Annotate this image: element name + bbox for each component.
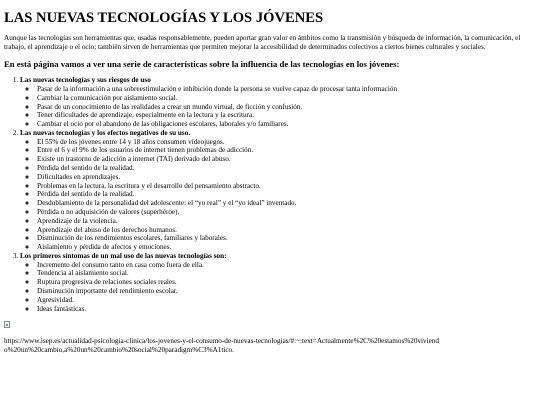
bullet-item: ◦ Cambiar la comunicación por aislamiento social.	[37, 94, 536, 103]
sections-list	[4, 76, 536, 313]
bullet-item: ◦ Agresividad.	[37, 296, 536, 305]
bullet-item: ◦ Pérdida del sentido de la realidad.	[37, 190, 536, 199]
source-url: https://www.isep.es/actualidad-psicologia-clinica/los-jovenes-y-el-consumo-de-nuevas-tecnologias/#:~:text=Actualmente%2C%20estamos%20viviendo%20un%20cambio,a%20un%20cambio%20social%20paradigm%C3%A1tico.	[4, 337, 440, 354]
section-bullets	[20, 85, 536, 129]
bullet-item: ◦ Cambiar el ocio por el abandono de las obligaciones escolares, laborales y/o familiares.	[37, 120, 536, 129]
section-item	[20, 129, 536, 252]
bullet-item: ◦ Pasar de la información a una sobreestimulación e inhibición donde la persona se vuelve capaz de procesar tanta información	[37, 85, 536, 94]
bullet-item: ◦ Entre el 6 y el 9% de los usuarios de internet tienen problemas de adicción.	[37, 146, 536, 155]
section-title: Las nuevas tecnologías y sus riesgos de uso	[20, 76, 151, 85]
bullet-item: ◦ Existe un trastorno de adicción a internet (TAI) derivado del abuso.	[37, 155, 536, 164]
bullet-item: ◦ El 55% de los jóvenes entre 14 y 18 años consumen videojuegos.	[37, 138, 536, 147]
bullet-item: ◦ Tener dificultades de aprendizaje, especialmente en la lectura y la escritura.	[37, 111, 536, 120]
bullet-item: ◦ Problemas en la lectura, la escritura y el desarrollo del pensamiento abstracto.	[37, 182, 536, 191]
bullet-item: ◦ Ruptura progresiva de relaciones sociales reales.	[37, 278, 536, 287]
broken-image-icon	[4, 321, 10, 328]
bullet-item: ◦ Tendencia al aislamiento social.	[37, 269, 536, 278]
bullet-item: ◦ Disminución de los rendimientos escolares, familiares y laborales.	[37, 234, 536, 243]
bullet-item: ◦ Pasar de un conocimiento de las realidades a crear un mundo virtual, de ficción y confusión.	[37, 103, 536, 112]
bullet-item: ◦ Disminución importante del rendimiento escolar.	[37, 287, 536, 296]
bullet-item: ◦ Dificultades en aprendizajes.	[37, 173, 536, 182]
section-bullets	[20, 138, 536, 252]
bullet-item: ◦ Incremento del consumo tanto en casa como fuera de ella.	[37, 261, 536, 270]
bullet-item: ◦ Aprendizaje de la violencia.	[37, 217, 536, 226]
bullet-item: ◦ Pérdida o no adquisición de valores (superhéroe).	[37, 208, 536, 217]
image-container	[4, 313, 536, 331]
intro-paragraph: Aunque las tecnologías son herramientas que, usadas responsablemente, pueden aportar gran valor en ámbitos como la transmisión y búsqueda de información, la comunicación, el trabajo, el aprendizaje o el ocio; también sirven de herramientas que permiten mejorar la accesibilidad de determinados colectivos a ciertos bienes culturales y sociales.	[4, 34, 521, 51]
bullet-item: ◦ Ideas fantásticas.	[37, 305, 536, 314]
section-heading: En está página vamos a ver una serie de características sobre la influencia de las tecnologías en los jóvenes:	[4, 58, 400, 69]
bullet-item: ◦ Aislamiento y pérdida de afectos y emociones.	[37, 243, 536, 252]
bullet-item: ◦ Pérdida del sentido de la realidad.	[37, 164, 536, 173]
section-item	[20, 252, 536, 313]
bullet-item: ◦ Desdoblamiento de la personalidad del adolescente: el “yo real” y el “yo ideal” inventado.	[37, 199, 536, 208]
section-title: Los primeros síntomas de un mal uso de las nuevas tecnologías son:	[20, 251, 227, 260]
section-item	[20, 76, 536, 129]
section-bullets	[20, 261, 536, 314]
page-title: LAS NUEVAS TECNOLOGÍAS Y LOS JÓVENES	[4, 10, 324, 26]
section-title: Las nuevas tecnologías y los efectos negativos de su uso.	[20, 128, 191, 137]
bullet-item: ◦ Aprendizaje del abuso de los derechos humanos.	[37, 226, 536, 235]
